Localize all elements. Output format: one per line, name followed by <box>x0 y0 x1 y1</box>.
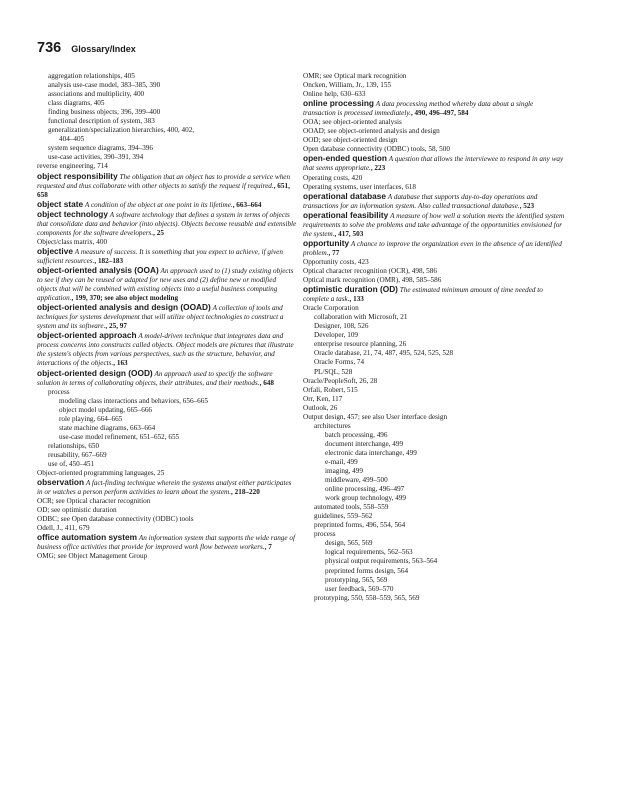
glossary-term: operational database <box>303 190 386 201</box>
index-entry: Odell, J., 411, 679 <box>37 524 90 533</box>
index-entry: Operating systems, user interfaces, 618 <box>303 182 416 191</box>
index-subentry: architectures <box>314 421 351 430</box>
index-subentry: modeling class interactions and behaviors, 656–665 <box>59 396 208 405</box>
glossary-term: operational feasibility <box>303 209 389 220</box>
index-entry: Operating costs, 420 <box>303 173 363 182</box>
index-subentry: imaging, 499 <box>325 467 363 476</box>
glossary-entry <box>303 285 565 304</box>
glossary-definition: A database that supports day-to-day operations and transactions for an information system. Also called transactional database. <box>303 192 538 210</box>
glossary-term: open-ended question <box>303 153 387 164</box>
glossary-term: object-oriented analysis and design (OOAD) <box>37 302 211 313</box>
index-entry: Orr, Ken, 117 <box>303 394 343 403</box>
glossary-definition: A condition of the object at one point in its lifetime. <box>84 200 233 209</box>
index-subentry: relationships, 650 <box>48 441 100 450</box>
page-references: , 7 <box>264 543 272 552</box>
page-references: , 663–664 <box>232 200 262 209</box>
index-subentry: online processing, 496–497 <box>325 485 405 494</box>
index-subentry: work group technology, 499 <box>325 494 406 503</box>
glossary-entry <box>303 192 565 211</box>
glossary-entry <box>37 172 297 200</box>
page-references: , 77 <box>328 248 340 257</box>
glossary-entry <box>303 211 565 239</box>
page-references: , 199, 370; see also object modeling <box>71 294 179 303</box>
glossary-definition: A collection of tools and techniques for systems development that will utilize object technologies to construct a system and its software. <box>37 304 284 331</box>
index-subentry: prototyping, 565, 569 <box>325 575 388 584</box>
index-subentry: design, 565, 569 <box>325 539 373 548</box>
index-entry: Optical mark recognition (OMR), 498, 585–586 <box>303 276 442 285</box>
page-references: , 218–220 <box>231 488 260 497</box>
glossary-entry <box>303 99 565 118</box>
page-title: Glossary/Index <box>71 44 136 54</box>
index-subentry: use of, 450–451 <box>48 459 95 468</box>
left-column <box>37 72 297 561</box>
index-subentry: functional description of system, 383 <box>48 117 155 126</box>
index-subentry: 404–405 <box>59 135 85 144</box>
index-subentry: state machine diagrams, 663–664 <box>59 423 156 432</box>
glossary-entry <box>37 369 297 388</box>
index-entry: ODBC; see Open database connectivity (ODBC) tools <box>37 515 194 524</box>
glossary-term: object responsibility <box>37 170 118 181</box>
index-subentry: finding business objects, 396, 399–400 <box>48 108 161 117</box>
glossary-term: office automation system <box>37 532 138 543</box>
index-entry: Output design, 457; see also User interface design <box>303 412 448 421</box>
glossary-definition: A measure of success. It is something that you expect to achieve, if given sufficient resources. <box>37 247 283 265</box>
glossary-entry <box>303 154 565 173</box>
index-subentry: use-case model refinement, 651–652, 655 <box>59 432 180 441</box>
index-subentry: prototyping, 550, 558–559, 565, 569 <box>314 593 420 602</box>
page-references: , 25 <box>153 228 164 237</box>
index-entry: Online help, 630–633 <box>303 90 366 99</box>
page-references: , 133 <box>349 295 364 304</box>
index-subentry: object model updating, 665–666 <box>59 405 153 414</box>
index-subentry: automated tools, 558–559 <box>314 503 389 512</box>
glossary-definition: An approach used to specify the software solution in terms of collaborating objects, their attributes, and their methods. <box>37 369 273 387</box>
index-entry: Object-oriented programming languages, 25 <box>37 469 165 478</box>
page-references: , 490, 496–497, 584 <box>410 109 469 118</box>
index-subentry: process <box>48 387 70 396</box>
glossary-definition: A fact-finding technique wherein the systems analyst either participates in or watches a person perform activities to learn about the system. <box>37 479 292 497</box>
page-references: , 523 <box>519 201 535 210</box>
page-references: , 223 <box>370 164 386 173</box>
index-subentry: analysis use-case model, 383–385, 390 <box>48 81 161 90</box>
glossary-entry <box>37 331 297 368</box>
page-references: , 417, 503 <box>334 229 364 238</box>
index-entry: Oracle/PeopleSoft, 26, 28 <box>303 376 378 385</box>
glossary-term: observation <box>37 477 85 488</box>
index-subentry: role playing, 664–665 <box>59 414 123 423</box>
index-subentry: preprinted forms design, 564 <box>325 566 409 575</box>
glossary-definition: An approach used to (1) study existing objects to see if they can be reused or adapted for new uses and (2) define new or modified objects that will be combined with existing objects into a useful business computing application. <box>37 266 294 303</box>
page-references: , 182–183 <box>94 256 124 265</box>
page-references: , 163 <box>113 359 128 368</box>
glossary-term: object state <box>37 198 84 209</box>
index-subentry: middleware, 499–500 <box>325 476 388 485</box>
index-subentry: associations and multiplicity, 400 <box>48 90 145 99</box>
index-entry: OMR; see Optical mark recognition <box>303 72 407 80</box>
index-subentry: batch processing, 496 <box>325 430 388 439</box>
glossary-definition: A model-driven technique that integrates data and process concerns into constructs called objects. Object models are pictures that illustrate the system's objects from various perspectives, such as the structure, behavior, and interactions of the objects. <box>37 332 294 368</box>
index-entry: Open database connectivity (ODBC) tools, 58, 500 <box>303 145 450 154</box>
page-references: , 651, 658 <box>37 181 290 199</box>
index-entry: OOAD; see object-oriented analysis and design <box>303 127 440 136</box>
glossary-term: object-oriented approach <box>37 330 137 341</box>
index-subentry: physical output requirements, 563–564 <box>325 557 438 566</box>
index-entry: OOD; see object-oriented design <box>303 136 398 145</box>
index-entry: Oncken, William, Jr., 139, 155 <box>303 81 392 90</box>
glossary-definition: An information system that supports the wide range of business office activities that provide for improved work flow between workers. <box>37 534 295 552</box>
glossary-term: online processing <box>303 98 374 109</box>
glossary-definition: A question that allows the interviewee to respond in any way that seems appropriate. <box>303 155 564 173</box>
glossary-term: object-oriented design (OOD) <box>37 367 153 378</box>
index-subentry: reusability, 667–669 <box>48 450 107 459</box>
glossary-definition: The estimated minimum amount of time needed to complete a task. <box>303 286 543 304</box>
glossary-entry <box>37 266 297 303</box>
index-entry: OMG; see Object Management Group <box>37 552 148 561</box>
index-entry: Object/class matrix, 400 <box>37 237 108 246</box>
glossary-term: objective <box>37 245 73 256</box>
page-references: , 648 <box>259 378 274 387</box>
index-entry: OD; see optimistic duration <box>37 506 117 515</box>
index-entry: Outlook, 26 <box>303 403 338 412</box>
page-references: , 25, 97 <box>105 322 127 331</box>
glossary-definition: A data processing method whereby data about a single transaction is processed immediately. <box>303 100 534 118</box>
index-subentry: guidelines, 559–562 <box>314 512 373 521</box>
index-entry: OOA; see object-oriented analysis <box>303 118 402 127</box>
glossary-entry <box>37 478 297 497</box>
index-subentry: document interchange, 499 <box>325 439 404 448</box>
index-entry: OCR; see Optical character recognition <box>37 497 151 506</box>
index-subentry: e-mail, 499 <box>325 457 358 466</box>
glossary-definition: A software technology that defines a system in terms of objects that consolidate data and behavior (into objects). Objects become reusable and extensible components for the software developers. <box>37 210 297 237</box>
index-entry: Optical character recognition (OCR), 498, 586 <box>303 266 437 275</box>
glossary-term: object-oriented analysis (OOA) <box>37 264 159 275</box>
index-subentry: Oracle Forms, 74 <box>314 358 365 367</box>
index-subentry: generalization/specialization hierarchies, 400, 402, <box>48 126 195 135</box>
index-subentry: system sequence diagrams, 394–396 <box>48 144 153 153</box>
index-subentry: electronic data interchange, 499 <box>325 448 417 457</box>
index-subentry: logical requirements, 562–563 <box>325 548 413 557</box>
glossary-definition: A measure of how well a solution meets the identified system requirements to solve the problems and take advantage of the opportunities envisioned for the system. <box>303 211 565 238</box>
page-number: 736 <box>37 40 62 56</box>
page-header <box>37 40 136 56</box>
glossary-term: opportunity <box>303 237 350 248</box>
index-entry: Opportunity costs, 423 <box>303 257 369 266</box>
glossary-term: object technology <box>37 208 108 219</box>
index-subentry: Developer, 109 <box>314 331 359 340</box>
glossary-entry <box>37 303 297 331</box>
index-subentry: PL/SQL, 528 <box>314 367 353 376</box>
glossary-entry <box>37 247 297 266</box>
index-subentry: Oracle database, 21, 74, 487, 495, 524, 525, 528 <box>314 349 454 358</box>
right-column <box>303 72 565 603</box>
glossary-entry <box>303 239 565 258</box>
glossary-definition: A chance to improve the organization even in the absence of an identified problem. <box>303 239 562 257</box>
index-entry: Orfali, Robert, 515 <box>303 385 358 394</box>
index-entry: reverse engineering, 714 <box>37 162 108 171</box>
index-subentry: user feedback, 569–570 <box>325 584 394 593</box>
glossary-entry <box>37 210 297 238</box>
index-subentry: process <box>314 530 336 539</box>
index-subentry: preprinted forms, 496, 554, 564 <box>314 521 406 530</box>
index-subentry: class diagrams, 405 <box>48 99 105 108</box>
index-subentry: collaboration with Microsoft, 21 <box>314 313 408 322</box>
index-entry: Oracle Corporation <box>303 304 359 313</box>
index-subentry: use-case activities, 390–391, 394 <box>48 153 144 162</box>
glossary-term: optimistic duration (OD) <box>303 284 398 295</box>
index-subentry: enterprise resource planning, 26 <box>314 340 407 349</box>
index-subentry: Designer, 108, 526 <box>314 322 369 331</box>
glossary-entry <box>37 533 297 552</box>
index-subentry: aggregation relationships, 405 <box>48 72 135 80</box>
glossary-definition: The obligation that an object has to provide a service when requested and thus collaborate with other objects to satisfy the request if required. <box>37 172 291 190</box>
